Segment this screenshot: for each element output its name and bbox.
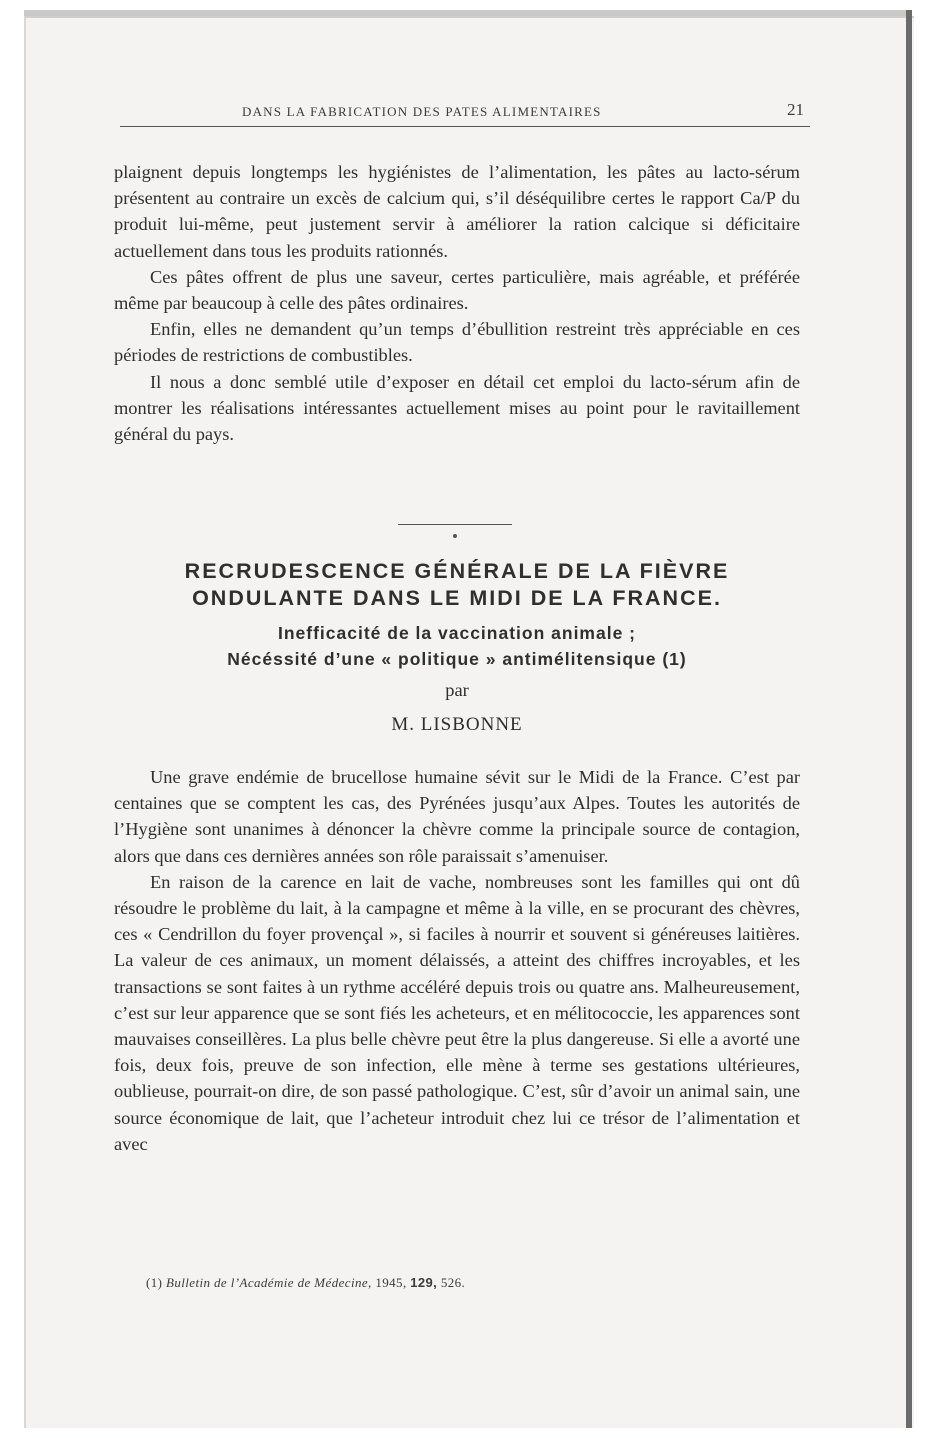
footnote [146,1275,465,1291]
paragraph: En raison de la carence en lait de vache, nombreuses sont les familles qui ont dû résoudre le problème du lait, à la campagne et même à la ville, en se procurant des chèvres, ces « Cendrillon du foyer provençal », si faciles à nourrir et souvent si généreuses laitières. La valeur de ces animaux, un moment délaissés, a atteint des chiffres incroyables, et les transactions se sont faites à un rythme accéléré depuis trois ou quatre ans. Malheureusement, c’est sur leur apparence que se sont fiés les acheteurs, et en mélitococcie, les apparences sont mauvaises conseillères. La plus belle chèvre peut être la plus dangereuse. Si elle a avorté une fois, deux fois, preuve de son infection, elle mène à terme ses gestations ultérieures, oublieuse, pourrait-on dire, de son passé pathologique. C’est, sûr d’avoir un animal sain, une source économique de lait, que l’acheteur introduit chez lui ce trésor de l’alimentation et avec [114,871,800,1154]
paragraph: Il nous a donc semblé utile d’exposer en détail cet emploi du lacto-sérum afin de montrer les réalisations intéressantes actuellement mises au point pour le ravitaillement général du pays. [114,371,800,445]
section-separator [398,524,512,525]
running-head [120,100,810,127]
footnote-volume: 129, [410,1275,438,1290]
article-title-line: ONDULANTE DANS LE MIDI DE LA FRANCE. [192,586,722,610]
article-title-line: RECRUDESCENCE GÉNÉRALE DE LA FIÈVRE [184,559,730,583]
footnote-year: 1945, [375,1275,407,1290]
author-name: M. LISBONNE [391,714,523,735]
article-subtitle-line: Inefficacité de la vaccination animale ; [277,623,637,643]
footnote-journal: Bulletin de l’Académie de Médecine, [166,1275,372,1290]
footnote-page: 526. [440,1275,466,1290]
running-title: DANS LA FABRICATION DES PATES ALIMENTAIRES [242,104,602,119]
article-body [114,764,800,1157]
body-text-continued [114,159,800,447]
paragraph: Une grave endémie de brucellose humaine sévit sur le Midi de la France. C’est par centaines que se comptent les cas, des Pyrénées jusqu’aux Alpes. Toutes les autorités de l’Hygiène sont unanimes à dénoncer la chèvre comme la principale source de contagion, alors que dans ces dernières années son rôle paraissait s’amenuiser. [114,767,800,866]
paragraph: plaignent depuis longtemps les hygiénistes de l’alimentation, les pâtes au lacto-sérum présentent au contraire un excès de calcium qui, s’il déséquilibre certes le rapport Ca/P du produit lui-même, peut justement servir à améliorer la ration calcique si déficitaire actuellement dans tous les produits rationnés. [114,162,800,261]
article-title [114,558,800,612]
paragraph: Ces pâtes offrent de plus une saveur, certes particulière, mais agréable, et préférée même par beaucoup à celle des pâtes ordinaires. [114,266,800,314]
byline-par: par [445,680,469,700]
article-subtitle-line: Nécéssité d’une « politique » antimélitensique (1) [227,649,687,669]
footnote-marker: (1) [146,1275,163,1290]
paragraph: Enfin, elles ne demandent qu’un temps d’ébullition restreint très appréciable en ces périodes de restrictions de combustibles. [114,319,800,366]
page-number: 21 [787,100,804,119]
scan-edge-right [906,10,912,1428]
separator-dot [453,534,457,538]
article-subtitle [114,620,800,672]
